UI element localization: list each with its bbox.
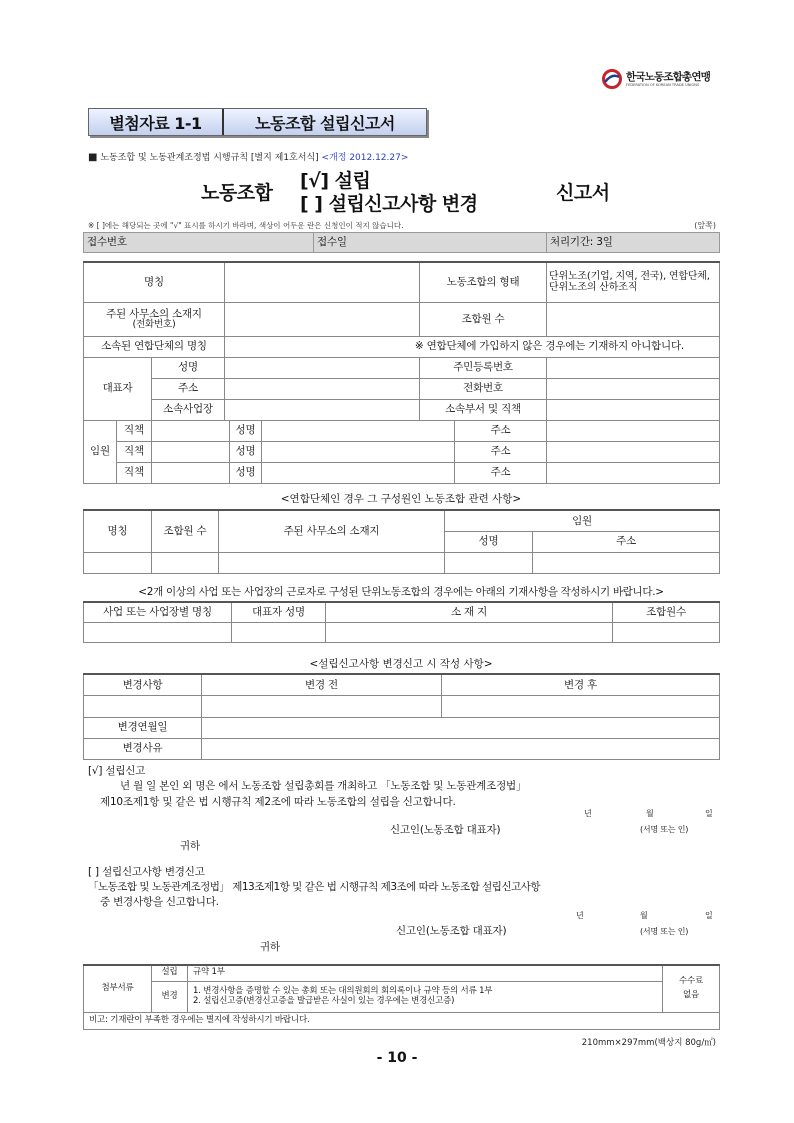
rep-address-label: 주소: [152, 378, 225, 399]
workplace-location-header: 소 재 지: [326, 602, 613, 622]
officer1-position-label: 직책: [117, 420, 152, 441]
decl1-line2: 제10조제1항 및 같은 법 시행규칙 제2조에 따라 노동조합의 설립을 신고합니다.: [100, 796, 456, 808]
fed-officers-header: 임원: [445, 510, 720, 531]
office-address-title: 주된 사무소의 소재지: [106, 307, 202, 320]
change-item-input[interactable]: [84, 695, 202, 717]
member-count-input[interactable]: [547, 302, 720, 336]
remark: 비고: 기재란이 부족한 경우에는 별지에 작성하시기 바랍니다.: [84, 1012, 720, 1029]
rep-workplace-label: 소속사업장: [152, 399, 225, 420]
union-form-options[interactable]: 단위노조(기업, 지역, 전국), 연합단체, 단위노조의 산하조직: [547, 262, 720, 302]
fee-cell: [663, 965, 720, 1012]
federation-logo: [602, 67, 717, 91]
attachment-title: 노동조합 설립신고서: [255, 113, 395, 133]
change-before-input[interactable]: [202, 695, 442, 717]
rep-address-input[interactable]: [225, 378, 420, 399]
representative-label: 대표자: [84, 357, 152, 420]
processing-period-label: 처리기간: 3일: [547, 233, 720, 253]
change-reason-input[interactable]: [202, 738, 720, 759]
rep-workplace-input[interactable]: [225, 399, 420, 420]
name-input[interactable]: [225, 262, 420, 302]
workplace-rep-header: 대표자 성명: [232, 602, 326, 622]
workplace-name-header: 사업 또는 사업장별 명칭: [84, 602, 232, 622]
decl1-title[interactable]: [√] 설립신고: [88, 765, 146, 777]
rep-name-label: 성명: [152, 357, 225, 378]
fed-officer-address-header: 주소: [533, 531, 720, 552]
fed-officer-address-input[interactable]: [533, 552, 720, 573]
federation-name-label: 소속된 연합단체의 명칭: [84, 336, 225, 357]
law-text: 노동조합 및 노동관계조정법 시행규칙 [별지 제1호서식]: [100, 153, 319, 163]
workplace-members-header: 조합원수: [613, 602, 720, 622]
logo-name-ko: 한국노동조합총연맹: [626, 70, 711, 83]
officer1-address-input[interactable]: [547, 420, 720, 441]
decl2-sign[interactable]: (서명 또는 인): [640, 927, 689, 936]
decl2-year: 년: [576, 911, 584, 920]
officer1-name-input[interactable]: [262, 420, 455, 441]
officer3-address-label: 주소: [455, 462, 547, 483]
notice-text: ※ [ ]에는 해당되는 곳에 "√" 표시를 하시기 바라며, 색상이 어두운 란은 신청인이 적지 않습니다.: [88, 221, 404, 230]
receipt-table: [83, 232, 720, 253]
decl2-day: 일: [705, 911, 713, 920]
office-address-input[interactable]: [225, 302, 420, 336]
fed-officer-name-input[interactable]: [445, 552, 533, 573]
page-number: - 10 -: [376, 1050, 418, 1066]
attach-setup-doc: 규약 1부: [188, 965, 663, 981]
law-reference: [88, 150, 408, 163]
decl2-line2: 중 변경사항을 신고합니다.: [100, 896, 219, 908]
front-side-label: (앞쪽): [694, 221, 716, 230]
revision-date: <개정 2012.12.27>: [321, 153, 409, 163]
workplace-table: [83, 601, 720, 643]
fed-name-header: 명칭: [84, 510, 152, 552]
paper-spec: 210mm×297mm(백상지 80g/㎡): [581, 1038, 716, 1048]
change-date-input[interactable]: [202, 717, 720, 738]
fed-members-header: 조합원 수: [152, 510, 219, 552]
workplace-rep-input[interactable]: [232, 622, 326, 642]
attach-change-docs: [188, 981, 663, 1012]
change-after-header: 변경 후: [442, 674, 720, 695]
decl2-line1: 「노동조합 및 노동관계조정법」 제13조제1항 및 같은 법 시행규칙 제3조에 따라 노동조합 설립신고사항: [88, 881, 541, 893]
attach-change-label: 변경: [152, 981, 188, 1012]
federation-members-table: [83, 509, 720, 574]
option-change[interactable]: [ ] 설립신고사항 변경: [300, 193, 478, 215]
form-title: [0, 166, 794, 214]
fed-members-input[interactable]: [152, 552, 219, 573]
officer3-name-label: 성명: [230, 462, 262, 483]
rep-dept-label: 소속부서 및 직책: [420, 399, 547, 420]
decl1-to: 귀하: [180, 840, 200, 852]
officer3-address-input[interactable]: [547, 462, 720, 483]
officer3-position-label: 직책: [117, 462, 152, 483]
decl1-sign[interactable]: (서명 또는 인): [640, 825, 689, 834]
receipt-date-label: 접수일: [314, 233, 547, 253]
fed-name-input[interactable]: [84, 552, 152, 573]
office-address-label: [84, 302, 225, 336]
officer-label: 임원: [84, 420, 117, 483]
receipt-number-label: 접수번호: [84, 233, 314, 253]
officer2-position-label: 직책: [117, 441, 152, 462]
officer3-name-input[interactable]: [262, 462, 455, 483]
officer2-name-input[interactable]: [262, 441, 455, 462]
instruction-notice: [88, 220, 716, 231]
attachments-table: [83, 964, 720, 1030]
rep-id-label: 주민등록번호: [420, 357, 547, 378]
form-title-left: 노동조합: [201, 182, 273, 204]
change-item-header: 변경사항: [84, 674, 202, 695]
fed-office-input[interactable]: [219, 552, 445, 573]
workplace-name-input[interactable]: [84, 622, 232, 642]
change-before-header: 변경 전: [202, 674, 442, 695]
decl1-year: 년: [584, 809, 592, 818]
change-reason-label: 변경사유: [84, 738, 202, 759]
officer2-name-label: 성명: [230, 441, 262, 462]
workplace-location-input[interactable]: [326, 622, 613, 642]
officer2-address-label: 주소: [455, 441, 547, 462]
decl1-day: 일: [705, 809, 713, 818]
rep-dept-input[interactable]: [547, 399, 720, 420]
attachments-label: 첨부서류: [84, 965, 152, 1012]
decl1-reporter: 신고인(노동조합 대표자): [390, 824, 501, 836]
federation-section-caption: <연합단체인 경우 그 구성원인 노동조합 관련 사항>: [280, 493, 522, 505]
attachment-header: [88, 108, 427, 136]
decl2-reporter: 신고인(노동조합 대표자): [396, 925, 507, 937]
rep-phone-label: 전화번호: [420, 378, 547, 399]
union-info-table-body: [83, 261, 720, 484]
rep-name-input[interactable]: [225, 357, 420, 378]
change-after-input[interactable]: [442, 695, 720, 717]
logo-name-en: FEDERATION OF KOREAN TRADE UNIONS: [626, 82, 700, 87]
change-table: [83, 673, 720, 760]
decl1-month: 월: [646, 809, 654, 818]
option-establishment[interactable]: [√] 설립: [300, 170, 371, 192]
attach-change-doc1: 1. 변경사항을 증명할 수 있는 총회 또는 대의원회의 회의록이나 규약 등의 서류 1부: [193, 985, 493, 996]
officer2-address-input[interactable]: [547, 441, 720, 462]
form-title-right: 신고서: [556, 182, 610, 204]
fee-label: 수수료: [678, 975, 704, 986]
fed-officer-name-header: 성명: [445, 531, 533, 552]
attach-setup-label: 설립: [152, 965, 188, 981]
change-date-label: 변경연월일: [84, 717, 202, 738]
fed-office-header: 주된 사무소의 소재지: [219, 510, 445, 552]
office-phone-sub: (전화번호): [132, 318, 176, 330]
decl2-title[interactable]: [ ] 설립신고사항 변경신고: [88, 866, 205, 878]
decl2-to: 귀하: [260, 941, 280, 953]
officer2-position-input[interactable]: [152, 441, 230, 462]
rep-phone-input[interactable]: [547, 378, 720, 399]
change-section-caption: <설립신고사항 변경신고 시 작성 사항>: [309, 658, 493, 670]
business-section-caption: <2개 이상의 사업 또는 사업장의 근로자로 구성된 단위노동조합의 경우에는 아래의 기재사항을 작성하시기 바랍니다.>: [138, 586, 664, 598]
rep-id-input[interactable]: [547, 357, 720, 378]
officer1-address-label: 주소: [455, 420, 547, 441]
federation-name-note[interactable]: ※ 연합단체에 가입하지 않은 경우에는 기재하지 아니합니다.: [225, 336, 720, 357]
attach-change-doc2: 2. 설립신고증(변경신고증을 발급받은 사실이 있는 경우에는 변경신고증): [193, 995, 455, 1006]
officer3-position-input[interactable]: [152, 462, 230, 483]
workplace-members-input[interactable]: [613, 622, 720, 642]
name-label: 명칭: [84, 262, 225, 302]
fee-value: 없음: [682, 989, 700, 1000]
fktu-logo-icon: [602, 69, 622, 89]
union-form-label: 노동조합의 형태: [420, 262, 547, 302]
officer1-name-label: 성명: [230, 420, 262, 441]
decl2-month: 월: [640, 911, 648, 920]
bullet-square: ■: [88, 152, 98, 163]
attachment-label: 별첨자료 1-1: [89, 109, 224, 135]
decl1-line1: 년 월 일 본인 외 명은 에서 노동조합 설립총회를 개최하고 「노동조합 및 노동관계조정법」: [120, 780, 527, 792]
officer1-position-input[interactable]: [152, 420, 230, 441]
member-count-label: 조합원 수: [420, 302, 547, 336]
